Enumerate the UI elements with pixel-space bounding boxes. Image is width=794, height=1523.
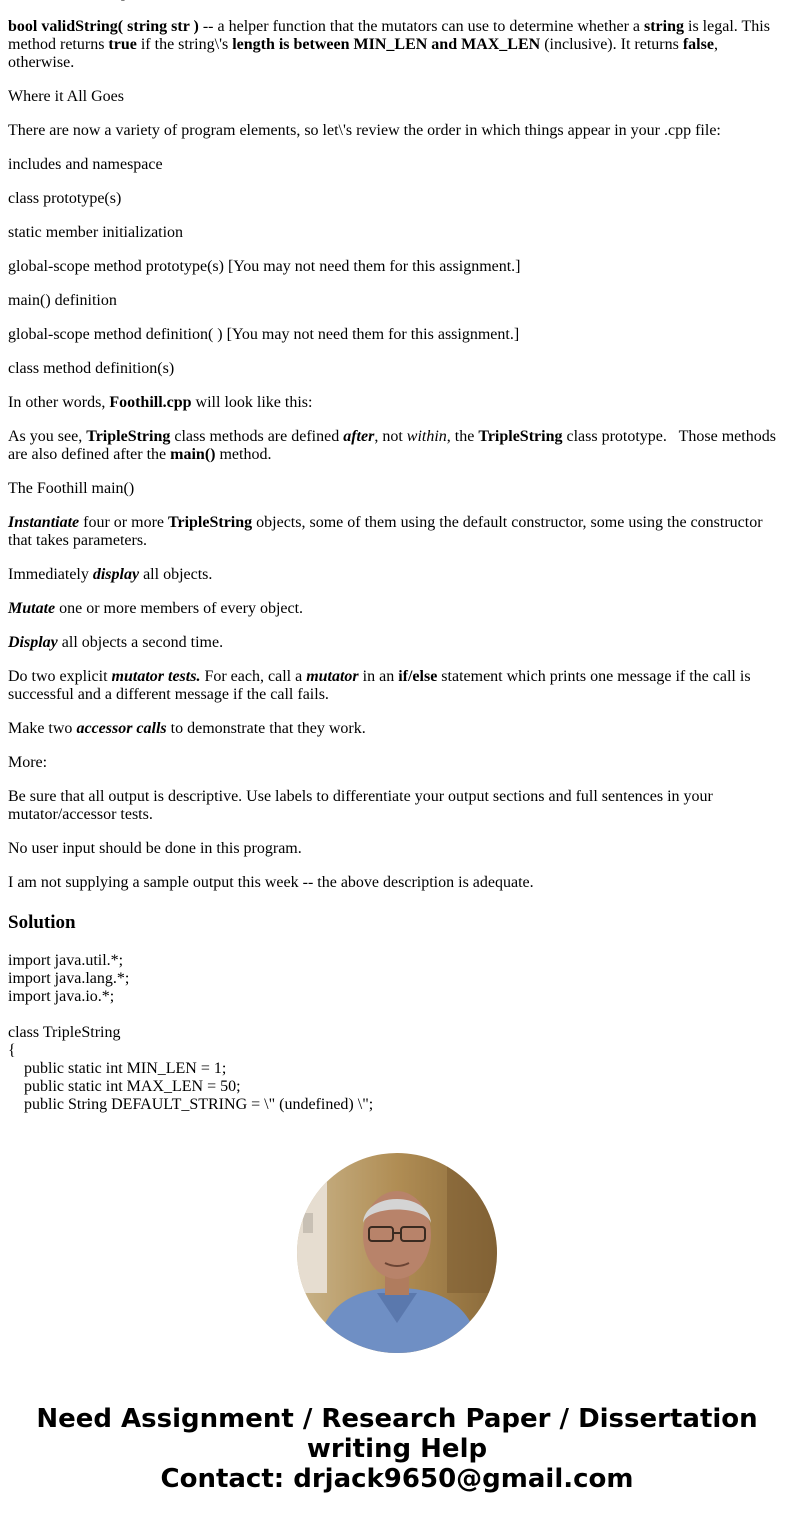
solution-heading: Solution xyxy=(8,912,76,933)
text: Make two xyxy=(8,720,77,737)
bold-text: TripleString xyxy=(168,514,253,531)
banner-line: Need Assignment / Research Paper / Dissertation xyxy=(36,1404,758,1434)
no-input-paragraph: No user input should be done in this program. xyxy=(8,840,302,857)
code-line: { xyxy=(8,1042,16,1059)
bold-text: length is between MIN_LEN and MAX_LEN xyxy=(232,36,541,53)
banner-contact-line: Contact: drjack9650@gmail.com xyxy=(160,1464,634,1494)
text: Immediately xyxy=(8,566,93,583)
text: method. xyxy=(215,446,272,463)
text: four or more xyxy=(79,514,168,531)
text: to demonstrate that they work. xyxy=(166,720,366,737)
italic-text: within xyxy=(406,428,447,445)
immediately-paragraph xyxy=(8,566,784,584)
code-line: import java.io.*; xyxy=(8,988,115,1005)
order-item: global-scope method definition( ) [You may not need them for this assignment.] xyxy=(8,326,520,343)
mutator-tests-paragraph xyxy=(8,668,784,704)
code-line: import java.util.*; xyxy=(8,952,124,969)
be-sure-paragraph: Be sure that all output is descriptive. Use labels to differentiate your output sections and full sentences in your mutator/accessor tests. xyxy=(8,788,713,823)
bold-italic-text: Mutate xyxy=(8,600,56,617)
text: (inclusive). It returns xyxy=(540,36,683,53)
order-item: main() definition xyxy=(8,292,117,309)
bold-text: true xyxy=(108,36,137,53)
text: As you see, xyxy=(8,428,87,445)
order-item: global-scope method prototype(s) [You may not need them for this assignment.] xyxy=(8,258,521,275)
text: Do two explicit xyxy=(8,668,112,685)
text: in an xyxy=(358,668,399,685)
text: , not xyxy=(374,428,407,445)
author-avatar xyxy=(297,1153,497,1353)
text: one or more members of every object. xyxy=(55,600,304,617)
banner-line: writing Help xyxy=(306,1434,488,1464)
bold-italic-text: Display xyxy=(8,634,58,651)
order-item: includes and namespace xyxy=(8,156,163,173)
bold-italic-text: mutator xyxy=(306,668,359,685)
code-line: class TripleString xyxy=(8,1024,121,1041)
bold-text: Foothill.cpp xyxy=(109,394,192,411)
bold-text: main() xyxy=(170,446,216,463)
text: , otherwise. xyxy=(8,36,718,71)
text: , the xyxy=(446,428,479,445)
bold-text: TripleString xyxy=(478,428,563,445)
accessor-calls-paragraph xyxy=(8,720,784,738)
text: In other words, xyxy=(8,394,110,411)
text: class prototype. Those methods are also defined after the xyxy=(8,428,780,463)
foothill-main-heading: The Foothill main() xyxy=(8,480,135,497)
where-it-all-goes-heading: Where it All Goes xyxy=(8,88,124,105)
bold-text: if/else xyxy=(398,668,438,685)
text: all objects. xyxy=(139,566,213,583)
mutate-paragraph xyxy=(8,600,784,618)
as-you-see-paragraph xyxy=(8,428,784,464)
text: For each, call a xyxy=(200,668,307,685)
text: class methods are defined xyxy=(170,428,344,445)
contact-banner xyxy=(0,1404,794,1494)
text: if the string\'s xyxy=(136,36,233,53)
text: is legal. This method returns xyxy=(8,18,770,53)
code-line: import java.lang.*; xyxy=(8,970,130,987)
text: -- a helper function that the mutators can use to determine whether a xyxy=(198,18,644,35)
order-item: static member initialization xyxy=(8,224,184,241)
bold-text: TripleString xyxy=(86,428,171,445)
display-paragraph xyxy=(8,634,784,652)
section-heading-helper-methods xyxy=(8,0,784,2)
other-words-paragraph xyxy=(8,394,784,412)
code-blank-line xyxy=(8,1006,784,1024)
text: will look like this: xyxy=(191,394,313,411)
text: objects, some of them using the default constructor, some using the constructor that takes parameters. xyxy=(8,514,763,549)
author-photo xyxy=(297,1153,497,1353)
more-heading: More: xyxy=(8,754,48,771)
text: all objects a second time. xyxy=(57,634,224,651)
bold-italic-text: after xyxy=(343,428,375,445)
text: statement which prints one message if the call is successful and a different message if the call fails. xyxy=(8,668,751,703)
review-paragraph: There are now a variety of program elements, so let\'s review the order in which things appear in your .cpp file: xyxy=(8,122,721,139)
bold-italic-text: accessor calls xyxy=(76,720,167,737)
document-body xyxy=(8,0,784,1114)
bold-italic-text: Instantiate xyxy=(8,514,80,531)
code-line: public String DEFAULT_STRING = \" (undefined) \"; xyxy=(24,1096,374,1113)
code-line: public static int MIN_LEN = 1; xyxy=(24,1060,227,1077)
bold-text: string xyxy=(644,18,684,35)
bold-italic-text: mutator tests. xyxy=(111,668,201,685)
code-line: public static int MAX_LEN = 50; xyxy=(24,1078,241,1095)
bold-text: false xyxy=(682,36,714,53)
instantiate-paragraph xyxy=(8,514,784,550)
order-item: class method definition(s) xyxy=(8,360,175,377)
solution-code xyxy=(8,952,784,1114)
bold-italic-text: display xyxy=(92,566,140,583)
valid-string-signature: bool validString( string str ) xyxy=(8,18,199,35)
order-item: class prototype(s) xyxy=(8,190,122,207)
valid-string-paragraph xyxy=(8,18,784,72)
no-sample-output-paragraph: I am not supplying a sample output this week -- the above description is adequate. xyxy=(8,874,534,891)
